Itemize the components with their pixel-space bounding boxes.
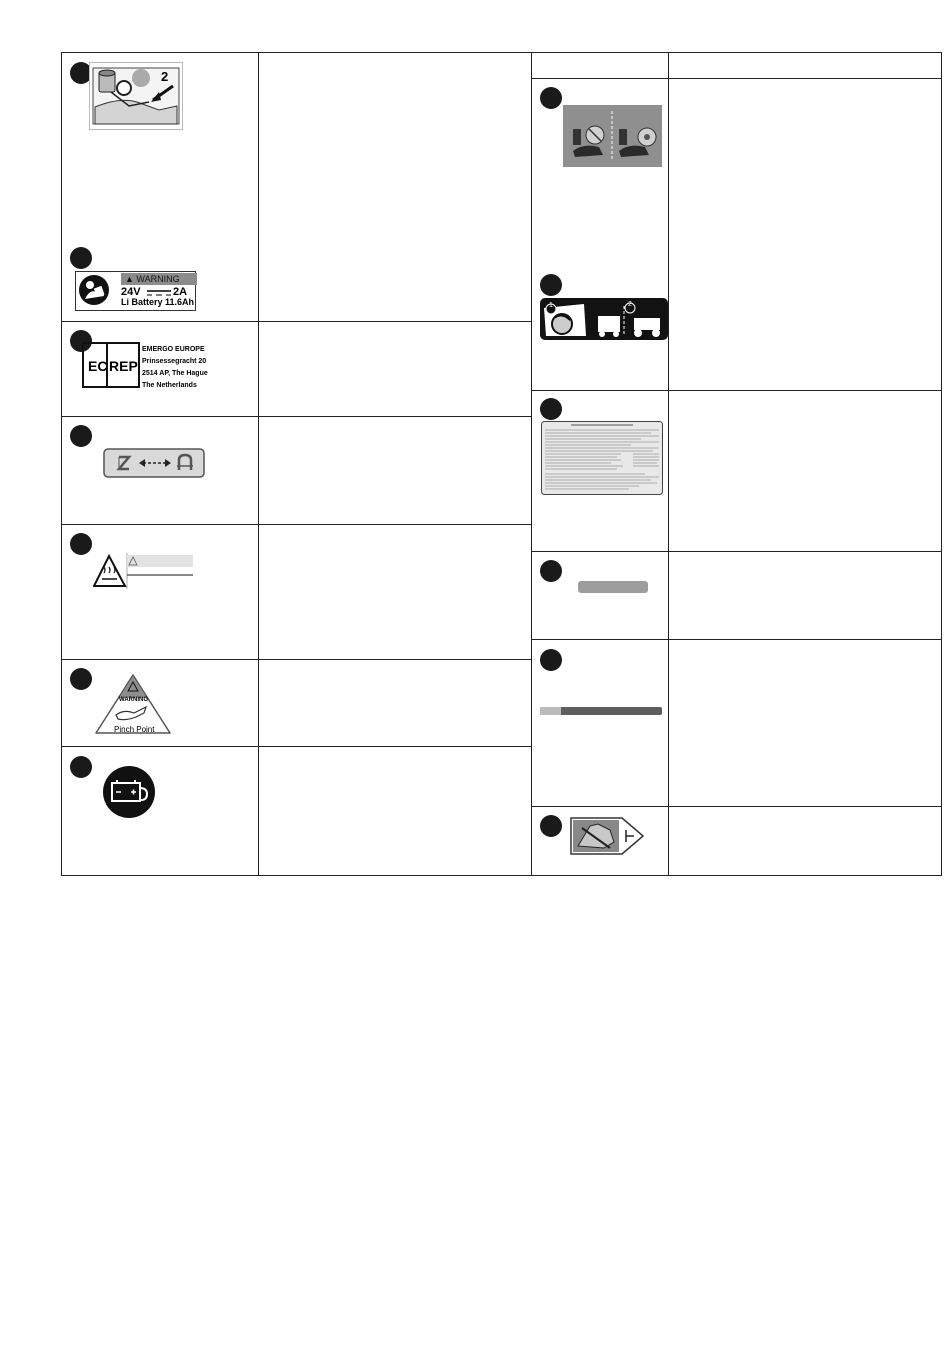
label-number-dot	[540, 815, 562, 837]
battery-warning-label	[75, 271, 196, 311]
table-divider	[62, 321, 531, 322]
country: The Netherlands	[142, 382, 197, 389]
table-divider	[531, 639, 941, 640]
reflective-strip-label	[540, 707, 662, 715]
warning-title: WARNING	[136, 274, 180, 284]
safety-instructions-plate	[541, 421, 663, 495]
label-number-dot	[70, 425, 92, 447]
step-number: 2	[161, 69, 169, 84]
battery-charge-icon	[103, 766, 155, 818]
city: 2514 AP, The Hague	[142, 370, 208, 377]
freewheel-lever-label	[103, 448, 205, 478]
street: Prinsessegracht 20	[142, 358, 207, 365]
label-number-dot	[540, 274, 562, 296]
current-text: 2A	[173, 286, 188, 298]
hand-hazard-label	[570, 816, 644, 856]
company-name: EMERGO EUROPE	[142, 346, 205, 353]
lever-position-label	[563, 105, 662, 167]
hot-surface-label	[93, 553, 193, 589]
lock-steps-label	[540, 298, 668, 340]
rep-text: REP	[109, 358, 138, 374]
label-number-dot	[70, 247, 92, 269]
dc-symbol	[147, 289, 171, 297]
label-number-dot	[70, 533, 92, 555]
label-number-dot	[70, 668, 92, 690]
label-number-dot	[540, 398, 562, 420]
table-divider	[62, 416, 531, 417]
table-divider	[62, 659, 531, 660]
ec-rep-address	[142, 344, 208, 392]
step-two-number: 2	[628, 301, 632, 308]
label-number-dot	[70, 756, 92, 778]
pinch-warning-title: WARNING	[119, 697, 148, 703]
table-divider	[531, 551, 941, 552]
gray-strip-label	[578, 581, 648, 593]
label-number-dot	[540, 649, 562, 671]
pinch-point-caption: Pinch Point	[114, 725, 155, 734]
table-divider	[531, 806, 941, 807]
table-divider	[531, 53, 532, 875]
ec-text: EC	[88, 358, 108, 374]
table-divider	[531, 78, 941, 79]
read-manual-icon	[78, 274, 110, 306]
battery-removal-illustration	[89, 62, 183, 130]
label-number-dot	[540, 87, 562, 109]
table-divider	[62, 746, 531, 747]
table-divider	[668, 53, 669, 875]
step-one-number: 1	[549, 302, 553, 309]
warning-banner: ▲ WARNING	[121, 273, 197, 285]
table-divider	[258, 53, 259, 875]
label-number-dot	[540, 560, 562, 582]
ec-rep-symbol	[82, 342, 140, 388]
pinch-point-label	[94, 673, 172, 735]
table-divider	[62, 524, 531, 525]
battery-text: Li Battery 11.6Ah	[121, 297, 195, 307]
voltage-text: 24V	[121, 286, 141, 298]
table-divider	[531, 390, 941, 391]
